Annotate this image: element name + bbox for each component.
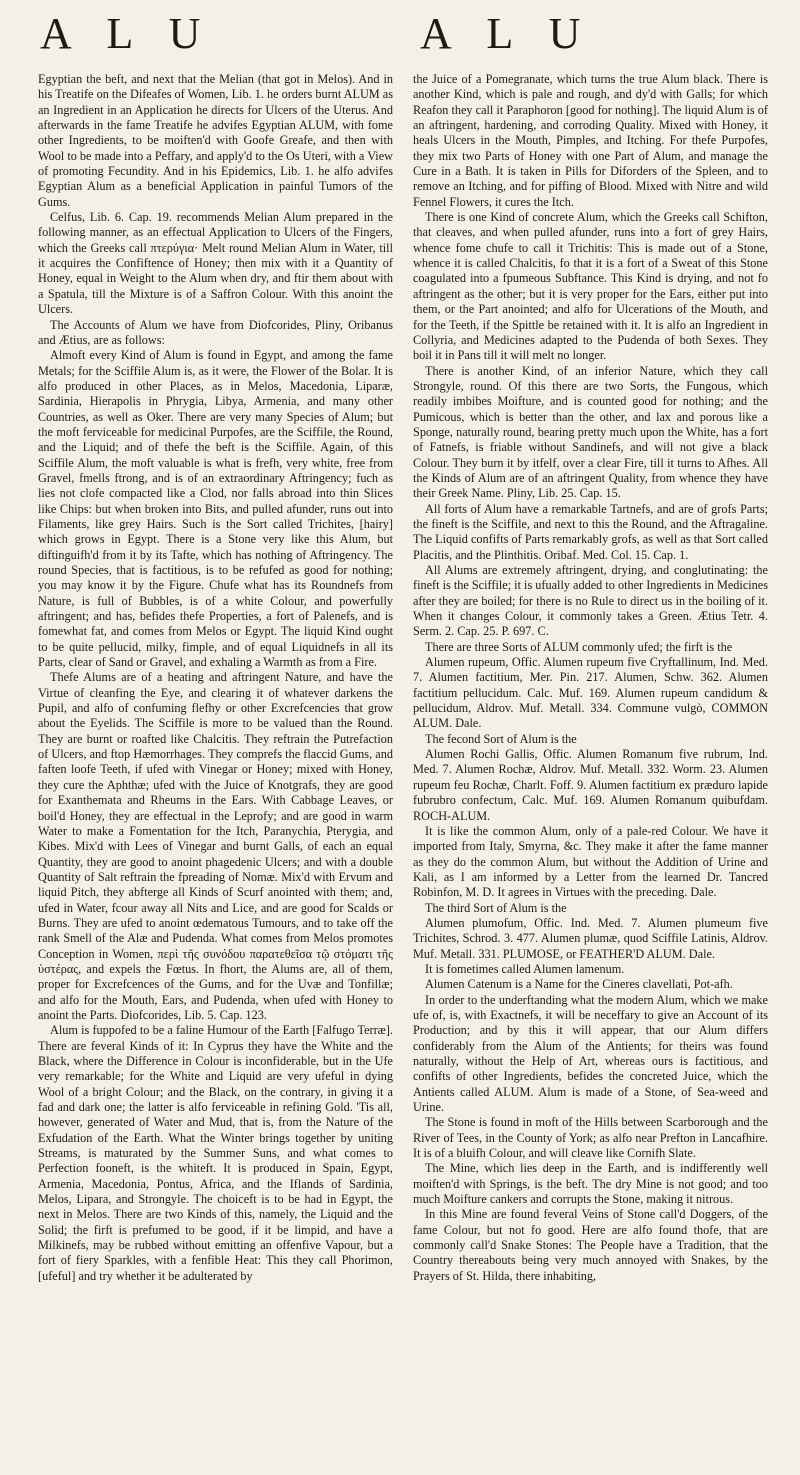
paragraph: There are three Sorts of ALUM commonly ufed; the firft is the [425, 639, 733, 654]
paragraph: All Alums are extremely aftringent, drying, and conglutinating: the fineft is the Sciffile; it is ufually added to other Ingredients in Medicines after they are boiled; for there is no Rule to direct us in the boiling of it. When it changes Colour, it commonly takes a Green. Ætius Tetr. 4. Serm. 2. Cap. 25. P. 697. C. [413, 563, 768, 639]
synonym-list: Alumen rupeum, Offic. Alumen rupeum five Cryftallinum, Ind. Med. 7. Alumen factitium, Mer. Pin. 217. Alumen, Schw. 362. Alumen factitium pellucidum. Calc. Muf. 169. Alumen rupeum candidum & pellucidum, Aldrov. Muf. Metall. 334. Commune vulgò, COMMON ALUM. Dale. [413, 655, 768, 731]
paragraph: Almoft every Kind of Alum is found in Egypt, and among the fame Metals; for the Sciffile Alum is, as it were, the Flower of the Bolar. It is alfo produced in other Places, as in Melos, Macedonia, Liparæ, Sardinia, Hierapolis in Phrygia, Libya, Armenia, and many other Countries, as well as Oker. There are very many Species of Alum; but the moft ferviceable for medicinal Purpofes, are the Sciffile, the Round, and the Liquid; and of thefe the beft is the Sciffile. Again, of this Sciffile Alum, the moft valuable is what is frefh, very white, free from Gravel, fmells ftrong, and is of an extraordinary Aftringency; fuch as lies not clofe compacted like a Clod, nor falls abroad into thin Slices like Chips: but when broken into Bits, and pulled afunder, runs out into Filaments, like grey Hairs. Such is the Sort called Trichites, [hairy] which grows in Egypt. There is a Stone very like this Alum, but diftinguifh'd from it by its Tafte, which has nothing of Aftringency. The round Species, that is factitious, is to be refufed as good for nothing; you may know it by the Figure. Chufe what has its Roundnefs from Nature, is full of Bubbles, is of a white Colour, and powerfully aftringent; and has, befides thefe Properties, a fort of Palenefs, and is fomewhat fat, and comes from Melos or Egypt. The liquid Kind ought to be quite pellucid, milky, fimple, and of equal Liquidnefs in all its Parts, clear of Sand or Gravel, and exhaling a Warmth as from a Fire. [38, 348, 393, 670]
running-header [0, 8, 800, 64]
paragraph: The third Sort of Alum is the [425, 900, 567, 915]
paragraph: It is fometimes called Alumen lamenum. [425, 961, 625, 976]
right-column [413, 72, 768, 1467]
left-column [38, 72, 393, 1467]
paragraph: The Mine, which lies deep in the Earth, and is indifferently well moiften'd with Springs, is the beft. The dry Mine is not good; and too much Moifture cankers and corrupts the Stone, making it nitrous. [413, 1161, 768, 1207]
paragraph: Alum is fuppofed to be a faline Humour of the Earth [Falfugo Terræ]. There are feveral Kinds of it: In Cyprus they have the White and the Black, where the Difference in Colour is inconfiderable, but in the Ufe very remarkable; for the White and Liquid are very ufeful in dying Wool of a bright Colour; and the Black, on the contrary, in giving it a fad and dark one; the latter is alfo ferviceable in refining Gold. 'Tis all, however, generated of Water and Mud, that is, from the Nature of the Exfudation of the Earth. What the Winter brings together by uniting Streams, is maturated by the Summer Suns, and what comes to Perfection fooneft, is the whiteft. It is produced in Spain, Egypt, Armenia, Macedonia, Pontus, Africa, and the Iflands of Sardinia, Melos, Lipara, and Strongyle. The choiceft is to be had in Egypt, the next in Melos. There are two Kinds of this, namely, the Liquid and the Solid; the firft is prefumed to be good, if it be limpid, and have a Milkinefs, may be rubbed without emitting an offenfive Vapour, but a fort of fiery Sparkles, with a fenfible Heat: This they call Phorimon, [ufeful] and try whether it be adulterated by [38, 1023, 393, 1283]
paragraph: In this Mine are found feveral Veins of Stone call'd Doggers, of the fame Colour, but not fo good. Here are alfo found thofe, that are commonly call'd Snake Stones: The People have a Tradition, that the Country thereabouts being very much annoyed with Snakes, by the Prayers of St. Hilda, there inhabiting, [413, 1207, 768, 1283]
paragraph: All forts of Alum have a remarkable Tartnefs, and are of grofs Parts; the fineft is the Sciffile, and next to this the Round, and the Aftragaline. The Liquid confifts of Parts remarkably grofs, as well as that Sort called Placitis, and the Plinthitis. Oribaf. Med. Col. 15. Cap. 1. [413, 501, 768, 562]
paragraph: Egyptian the beft, and next that the Melian (that got in Melos). And in his Treatife on the Difeafes of Women, Lib. 1. he orders burnt ALUM as an Ingredient in an Application he directs for Ulcers of the Uterus. And afterwards in the fame Treatife he advifes Egyptian ALUM, with fome other Ingredients, to be moiften'd with Goofe Greafe, and then with Wool to be made into a Peffary, and apply'd to the Os Uteri, with a View of promoting Fecundity. And in his Epidemics, Lib. 1. he alfo advifes Egyptian Alum as a beneficial Application in painful Tumors of the Gums. [38, 72, 393, 209]
paragraph: The Accounts of Alum we have from Diofcorides, Pliny, Oribanus and Ætius, are as follows: [38, 317, 393, 347]
paragraph: Celfus, Lib. 6. Cap. 19. recommends Melian Alum prepared in the following manner, as an effectual Application to Ulcers of the Fingers, which the Greeks call πτερύγια· Melt round Melian Alum in Water, till it acquires the Confiftence of Honey; then mix with it a Quantity of Honey, equal in Weight to the Alum when dry, and ftir them about with a Spatula, till the Mixture is of a Saffron Colour. With this anoint the Ulcers. [38, 210, 393, 317]
running-head-left: A L U [40, 9, 214, 58]
paragraph: There is one Kind of concrete Alum, which the Greeks call Schifton, that cleaves, and when pulled afunder, runs into a fort of grey Hairs, whence fome chufe to call it Trichitis: This is made out of a Stone, whence it is called Chalcitis, fo that it is a fort of a Sweat of this Stone coagulated into a fpumeous Subftance. This Kind is drying, and not fo aftringent as the other; but it is very proper for the Ears, either put into them, or the Part anointed; and alfo for Ulcerations of the Mouth, and for the Teeth, if the Spittle be retained with it. It is alfo an Ingredient in Collyria, and Medicines adapted to the Pudenda of both Sexes. They boil it in Pans till it will melt no longer. [413, 210, 768, 363]
paragraph: It is like the common Alum, only of a pale-red Colour. We have it imported from Italy, Smyrna, &c. They make it after the fame manner as they do the common Alum, but without the Addition of Urine and Kali, as I am informed by a Letter from the learned Dr. Tancred Robinfon, M. D. It agrees in Virtues with the preceding. Dale. [413, 823, 768, 900]
running-head-right: A L U [420, 9, 594, 58]
synonym-list: Alumen Rochi Gallis, Offic. Alumen Romanum five rubrum, Ind. Med. 7. Alumen Rochæ, Aldrov. Muf. Metall. 332. Worm. 23. Alumen rupeum feu Rochæ, Charlt. Foff. 9. Alumen factitium ex præduro lapide fubrubro confectum, Calc. Muf. 169. Alumen Romanum quibufdam. ROCH-ALUM. [413, 747, 768, 823]
paragraph: the Juice of a Pomegranate, which turns the true Alum black. There is another Kind, which is pale and rough, and dy'd with Galls; for which Reafon they call it Paraphoron [good for nothing]. The liquid Alum is of an aftringent, hardening, and corroding Quality. Mixed with Honey, it heals Ulcers in the Mouth, Pimples, and Itching. For thefe Purpofes, they mix two Parts of Honey with one Part of Alum, and manage the Cure in a Bath. It is taken in Pills for Diforders of the Spleen, and to remove an Itching, and for piffing of Blood. Mixed with Nitre and wild Fennel Flowers, it cures the Itch. [413, 72, 768, 209]
paragraph: There is another Kind, of an inferior Nature, which they call Strongyle, round. Of this there are two Sorts, the Fungous, which readily imbibes Moifture, and is counted good for nothing; and the Pumicous, which is better than the other, and lax and porous like a Sponge, naturally round, bearing pretty much upon the White, has a fort of Fatnefs, is friable without Sandinefs, and will not give a black Colour. They burn it by itfelf, over a clear Fire, till it turns to Afhes. All the Kinds of Alum are of an aftringent Quality, from whence they have their Greek Name. Pliny, Lib. 25. Cap. 15. [413, 363, 768, 501]
paragraph: The fecond Sort of Alum is the [425, 731, 577, 746]
paragraph: Thefe Alums are of a heating and aftringent Nature, and have the Virtue of cleanfing the Eye, and clearing it of whatever darkens the Pupil, and alfo of confuming flefhy or other Excrefcencies that grow about the Eyelids. The Sciffile is more to be valued than the Round. They are burnt or roafted like Chalcitis. They reftrain the Putrefaction of Ulcers, and ftop Hæmorrhages. They comprefs the flaccid Gums, and faften loofe Teeth, if ufed with Vinegar or Honey; mixed with Honey, they cure the Aphthæ; ufed with the Juice of Knotgrafs, they are good for Exanthemata and Rheums in the Ears. With Cabbage Leaves, or boil'd Honey, they are effectual in the Leprofy; and are good in warm Water to make a Fomentation for the Itch, Paranychia, Pterygia, and Kibes. Mix'd with Lees of Vinegar and burnt Galls, of each an equal Quantity, they are good to anoint phagedenic Ulcers; and with a double Quantity of Salt reftrain the fpreading of Nomæ. Mix'd with Ervum and liquid Pitch, they abfterge all Kinds of Scurf anointed with them; and, ufed in Water, fcour away all Nits and Lice, and are good for Scalds or Burns. They are ufed to anoint œdematous Tumours, and to take off the rank Smell of the Alæ and Pudenda. What comes from Melos promotes Conception in Women, περὶ τῆς συνόδου παρατεθεῖσα τῷ στόματι τῆς ὑστέρας, and expels the Fœtus. In fhort, the Alums are, all of them, proper for Excrefcences of the Gums, and for the Uvæ and Tonfillæ; and alfo for the Mouth, Ears, and Pudenda, when ufed with Honey to anoint the Parts. Diofcorides, Lib. 5. Cap. 123. [38, 670, 393, 1022]
paragraph: The Stone is found in moft of the Hills between Scarborough and the River of Tees, in the County of York; as alfo near Prefton in Lancafhire. It is of a bluifh Colour, and will cleave like Cornifh Slate. [413, 1115, 768, 1161]
paragraph: Alumen Catenum is a Name for the Cineres clavellati, Pot-afh. [425, 977, 733, 992]
paragraph: In order to the underftanding what the modern Alum, which we make ufe of, is, with Exactnefs, it will be neceffary to give an Account of its Production; and by this it will appear, that our Alum differs confiderably from the Alum of the Antients; for theirs was found naturally, without the Help of Art, whereas ours is factitious, and confifts of other Ingredients, befides the concreted Juice, which the Antients called ALUM. Alum is made of a Stone, of Sea-weed and Urine. [413, 992, 768, 1115]
synonym-list: Alumen plumofum, Offic. Ind. Med. 7. Alumen plumeum five Trichites, Schrod. 3. 477. Alumen plumæ, quod Sciffile Latinis, Aldrov. Muf. Metall. 331. PLUMOSE, or FEATHER'D ALUM. Dale. [413, 915, 768, 961]
